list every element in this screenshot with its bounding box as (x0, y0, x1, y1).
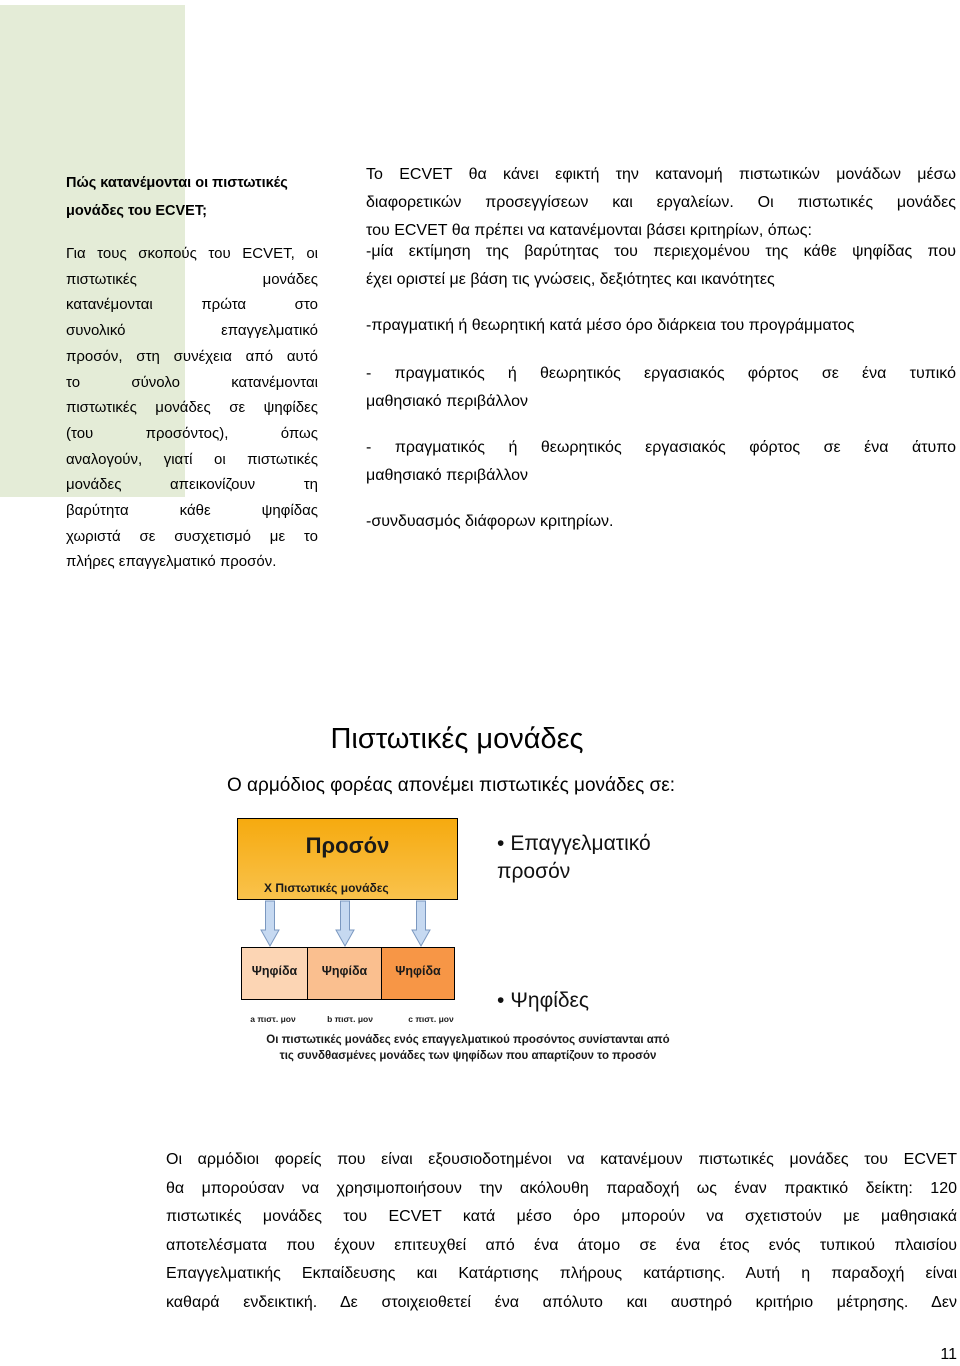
page-number: 11 (940, 1346, 957, 1363)
arrow-down-icon (412, 901, 430, 946)
unit-credits: b πιστ. μον (327, 1014, 373, 1024)
paragraph-line: διαφορετικών προσεγγίσεων και εργαλείων. Οι πιστωτικές μονάδες (366, 194, 956, 211)
criterion-line: -πραγματική ή θεωρητική κατά μέσο όρο διάρκεια του προγράμματος (366, 317, 855, 334)
paragraph-line: Το ECVET θα κάνει εφικτή την κατανομή πιστωτικών μονάδων μέσω (366, 166, 956, 183)
paragraph-line: πλήρες επαγγελματικό προσόν. (66, 553, 277, 571)
paragraph-line: μονάδες απεικονίζουν τη (66, 476, 318, 494)
sidebar-heading: Πώς κατανέμονται οι πιστωτικές μονάδες του ECVET; (66, 175, 288, 219)
paragraph-line: πιστωτικές μονάδες (66, 270, 318, 288)
bullet-units: • Ψηφίδες (497, 987, 687, 1015)
bullet-qualification: • Επαγγελματικό προσόν (497, 830, 687, 886)
criterion-line: μαθησιακό περιβάλλον (366, 467, 529, 484)
paragraph-line: κατανέμονται πρώτα στο (66, 296, 318, 314)
qualification-label: Προσόν (305, 833, 390, 858)
sidebar-paragraph (66, 241, 318, 575)
paragraph-line: Οι αρμόδιοι φορείς που είναι εξουσιοδοτημένοι να κατανέμουν πιστωτικές μονάδες του ECVET (166, 1151, 957, 1168)
unit-block (381, 947, 455, 1000)
intro-paragraph (366, 161, 956, 245)
criterion-item (366, 312, 956, 340)
paragraph-line: αποτελέσματα που έχουν επιτευχθεί από ένα άτομο σε ένα έτος ενός τυπικού πλαισίου (166, 1236, 957, 1254)
paragraph-line: Επαγγελματικής Εκπαίδευσης και Κατάρτισης πλήρους κατάρτισης. Αυτή η παραδοχή είναι (166, 1265, 957, 1283)
paragraph-line: συνολικό επαγγελματικό (66, 322, 318, 340)
criterion-item (366, 508, 956, 536)
qualification-credits: X Πιστωτικές μονάδες (264, 881, 389, 895)
criterion-line: έχει οριστεί με βάση τις γνώσεις, δεξιότητες και ικανότητες (366, 271, 775, 288)
unit-label: Ψηφίδα (321, 964, 368, 978)
paragraph-line: πιστωτικές μονάδες του ECVET κατά μέσο όρο μπορούν να σχετιστούν με μαθησιακά (166, 1208, 957, 1226)
caption-line: Οι πιστωτικές μονάδες ενός επαγγελματικού προσόντος συνίστανται από (266, 1034, 670, 1046)
paragraph-line: του ECVET θα πρέπει να κατανέμονται βάσει κριτηρίων, όπως: (366, 222, 812, 239)
paragraph-line: πιστωτικές μονάδες σε ψηφίδες (66, 399, 318, 417)
criterion-line: - πραγματικός ή θεωρητικός εργασιακός φόρτος σε ένα τυπικό (366, 365, 956, 382)
unit-credits: a πιστ. μον (250, 1014, 296, 1024)
paragraph-line: αναλογούν, γιατί οι πιστωτικές (66, 450, 318, 468)
paragraph-line: προσόν, στη συνέχεια από αυτό (66, 347, 318, 365)
unit-credits: c πιστ. μον (408, 1014, 454, 1024)
paragraph-line: θα μπορούσαν να χρησιμοποιήσουν την ακόλουθη παραδοχή ως έναν πρακτικό δείκτη: 120 (166, 1179, 957, 1197)
criterion-line: μαθησιακό περιβάλλον (366, 393, 529, 410)
arrow-down-icon (336, 901, 354, 946)
criterion-item (366, 238, 956, 294)
unit-block (307, 947, 382, 1000)
paragraph-line: Για τους σκοπούς του ECVET, οι (66, 245, 318, 262)
criterion-item (366, 360, 956, 416)
paragraph-line: το σύνολο κατανέμονται (66, 373, 318, 391)
closing-paragraph (166, 1146, 957, 1318)
criterion-line: -μία εκτίμηση της βαρύτητας του περιεχομένου της κάθε ψηφίδας που (366, 243, 956, 260)
arrow-down-icon (261, 901, 279, 946)
diagram-caption (200, 1032, 736, 1064)
diagram-subtitle: Ο αρμόδιος φορέας απονέμει πιστωτικές μονάδες σε: (227, 775, 675, 796)
criterion-item (366, 434, 956, 490)
qualification-box (237, 818, 458, 900)
paragraph-line: βαρύτητα κάθε ψηφίδας (66, 502, 318, 520)
diagram-title: Πιστωτικές μονάδες (330, 723, 584, 755)
criterion-line: - πραγματικός ή θεωρητικός εργασιακός φόρτος σε ένα άτυπο (366, 439, 956, 456)
arrows-group (230, 900, 470, 948)
paragraph-line: καθαρά ενδεικτική. Δε στοιχειοθετεί ένα απόλυτο και αυστηρό κριτήριο μέτρησης. Δεν (166, 1293, 957, 1311)
unit-label: Ψηφίδα (395, 964, 441, 978)
criterion-line: -συνδυασμός διάφορων κριτηρίων. (366, 513, 614, 530)
unit-block (241, 947, 308, 1000)
paragraph-line: (του προσόντος), όπως (66, 424, 318, 442)
unit-label: Ψηφίδα (251, 964, 298, 978)
paragraph-line: χωριστά σε συσχετισμό με το (66, 527, 318, 545)
caption-line: τις συνδθασμένες μονάδες των ψηφίδων που απαρτίζουν το προσόν (279, 1050, 657, 1062)
